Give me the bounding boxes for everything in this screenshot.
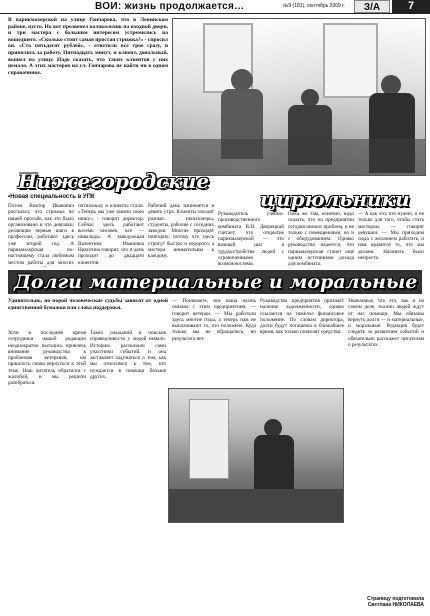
page-number: 7 bbox=[392, 0, 430, 13]
article2-column-4: Руководство предприятия признаёт наличие задолженности, однако ссылается на тяжёлое финансовое положение. По словам директора, долги будут погашены в ближайшее время, как только позволят средства. bbox=[260, 298, 344, 336]
mirror-shape bbox=[323, 23, 378, 98]
article2-column-1: Хотя в последнее время сотрудники нашей редакции неоднократно пытались привлечь внимание руководства к проблемам ветеранов, им пришлось снова вернуться к этой теме. Наш читатель обратился с жалобой, и мы решили разобраться. bbox=[8, 330, 86, 387]
section-title: ВОИ: жизнь продолжается… bbox=[95, 1, 245, 12]
header-rule bbox=[0, 13, 430, 14]
article1-column-5: Пока же там, конечно, надо сказать, что на предприятии сегодня немало проблем, и не только с помещениями, но и с оборудованием. Однако руководство надеется, что парикмахерская станет ещё одним источником дохода для комбината. bbox=[288, 211, 354, 267]
photo-corridor bbox=[168, 388, 344, 523]
article1-column-2: потихоньку и клиенты стали. «Теперь мы уже заняли свою нишу», - говорит директор. Сейчас здесь работают восемь человек, все — инвалиды. А заведующая Валентина Ивановна Никитина говорит, что в день проходит до двадцати клиентов. bbox=[78, 203, 144, 266]
article2-column-2: Таких ожиданий и поисков справедливости у людей немало. Историю рассказали сами участники событий, и она заставляет задуматься о том, как мы относимся к тем, кто нуждается в помощи больше других. bbox=[90, 330, 166, 381]
floor-shape bbox=[173, 139, 426, 176]
person-head-shape bbox=[381, 75, 401, 95]
article2-lead: Удивительно, но порой человеческие судьбы зависят от одной единственной бумажки или слова поддержки. bbox=[8, 298, 168, 311]
article2-headline: Долги материальные и моральные bbox=[8, 270, 422, 294]
article1-column-4: Руководитель учебно-производственного комбината В.И. Дворецкий считает, что открытие парикмахерской — это важный шаг в трудоустройстве людей с ограниченными возможностями. bbox=[218, 211, 284, 267]
photo-barbershop bbox=[172, 18, 426, 176]
article1-column-6: — А как это, что нужно, и не только для того, чтобы стать мастером, — говорят девушки. — Мы приходим сюда с желанием работать, и нам нравится то, что мы делаем. Начинать было непросто. bbox=[358, 211, 424, 262]
issue-info: №9 (181), сентябрь 2009 г. bbox=[283, 3, 345, 9]
door-shape bbox=[189, 399, 229, 479]
article1-lead: В парикмахерской на улице Гончарова, что в Ленинском районе, пусто. Но вот прозвенел колокольчик на входной двери, и три мастера с большим интересом устремились на вошедшего. «Сколько стоит самая простая стрижка?» - спросил он. «Сто пятьдесят рублей», - ответили все трое сразу, и принялись за работу. Пятнадцать минут, и клиент, довольный, вышел на улицу. Надо сказать, что таких клиентов у них немало. А этих мастеров на ул. Гончарова не найти ни в одном справочнике. bbox=[8, 17, 168, 76]
article1-column-1: Потом Виктор Иванович рассказал, что стрижка по нашей просьбе, как это было организовано и что девушки, делающие первые шаги в профессии, работают здесь уже второй год. А парикмахерская по-настоящему стала любимым местом работы для многих bbox=[8, 203, 74, 266]
article1-column-3: Рабочий день начинается в девять утра. Клиенты заходят разные: пенсионеры, студенты, рабочие с соседних заводов. Многие приходят повторно, потому что здесь стригут быстро и недорого, а мастера внимательны к каждому. bbox=[148, 203, 214, 260]
article2-column-3: — Понимаете, вся наша жизнь связана с этим предприятием, — говорит ветеран. — Мы работали здесь многие годы, а теперь нам не выплачивают то, что положено. Куда только мы не обращались, но результата нет. bbox=[172, 298, 256, 342]
person-head-shape bbox=[231, 69, 253, 91]
article1-headline-part2: цирюльники bbox=[260, 187, 410, 211]
floor-shape bbox=[169, 489, 344, 523]
article2-column-5: Уважаемые, что это, как и на самом деле, тысячи людей ждут от нас помощи. Мы обязаны вернуть долги — и материальные, и моральные. Редакция будет следить за развитием событий и обязательно расскажет читателям о результатах. bbox=[348, 298, 424, 349]
newspaper-logo: З/А bbox=[354, 0, 390, 13]
page-header bbox=[0, 0, 430, 14]
article1-headline-part1: Нижегородские bbox=[18, 169, 210, 193]
article1-kicker: •Новая специальность в УПК bbox=[8, 194, 95, 200]
author-credit: Страницу подготовила Светлана НИКОЛАЕВА bbox=[367, 596, 424, 608]
